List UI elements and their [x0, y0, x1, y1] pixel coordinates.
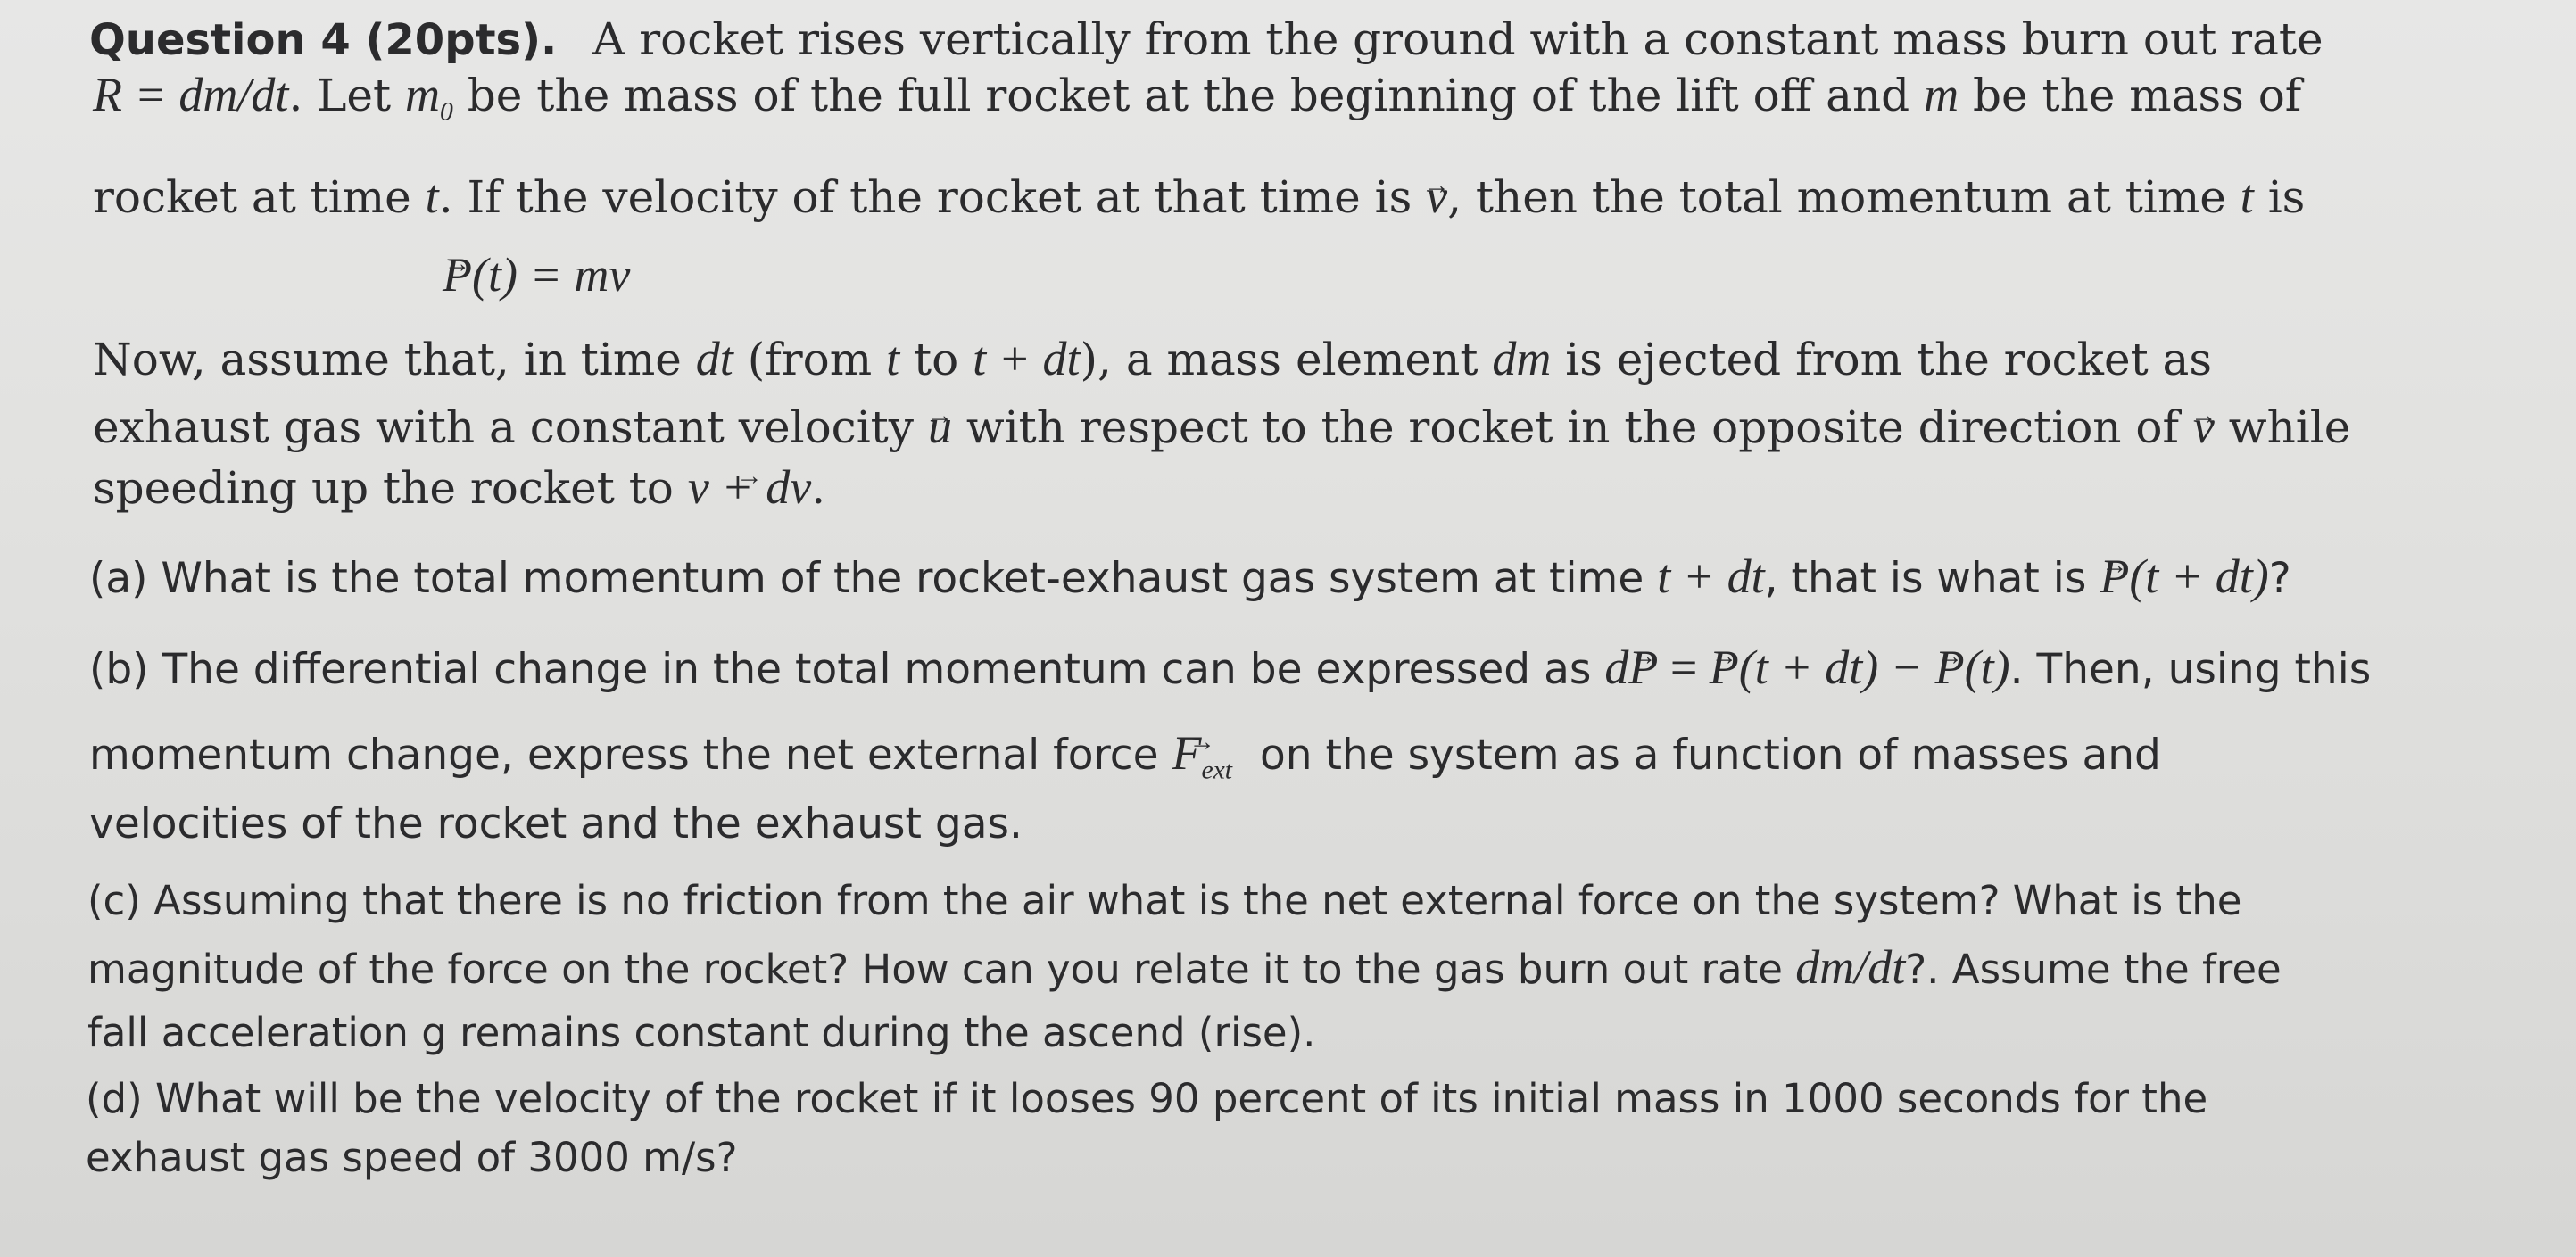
part-b-P1-arg: (t + dt) − [1738, 641, 1935, 694]
momentum-vector: → P [443, 246, 472, 303]
part-c-line-3 [87, 1005, 1315, 1062]
part-a-time: t + dt [1657, 550, 1765, 603]
assumption-text-2b: with respect to the rocket in the opposite direction of [965, 401, 2179, 453]
assumption-text-3a: speeding up the rocket to [93, 462, 674, 514]
part-c-rate: dm/dt [1795, 940, 1906, 994]
external-force-subscript: ext [1201, 756, 1233, 785]
intro-text-3a: rocket at time [93, 171, 411, 223]
part-c-line1: (c) Assuming that there is no friction from the air what is the net external force on the system? What is the [87, 877, 2242, 924]
assumption-text-1e: is ejected from the rocket as [1565, 334, 2213, 385]
part-b-line-1 [89, 639, 2371, 699]
part-a [89, 548, 2291, 608]
part-c-line-2 [87, 939, 2282, 998]
part-d-line1: (d) What will be the velocity of the rocket if it looses 90 percent of its initial mass in 1000 seconds for the [86, 1075, 2208, 1122]
intro-text-2a: . Let [288, 70, 392, 121]
part-b-line-3 [89, 796, 1023, 853]
velocity-vector-2: → v [2193, 398, 2215, 455]
part-b-line2a: momentum change, express the net external force [89, 731, 1159, 780]
dt-symbol: dt [695, 332, 733, 385]
m0-base: m [405, 68, 441, 121]
time-symbol: t [425, 170, 439, 223]
initial-mass-symbol [405, 68, 453, 127]
part-b-line2b: on the system as a function of masses and [1260, 731, 2161, 780]
intro-text-3b: . If the velocity of the rocket at that time is [438, 171, 1412, 223]
part-b-P1: → P [1710, 639, 1739, 696]
momentum-equation [443, 246, 630, 304]
question-heading: Question 4 (20pts). [89, 15, 558, 65]
part-a-momentum-P: → P [2100, 548, 2129, 605]
part-a-text: (a) What is the total momentum of the rocket-exhaust gas system at time [89, 554, 1644, 603]
assumption-text-2c: while [2228, 401, 2351, 453]
t-symbol-3: t [886, 332, 900, 385]
part-d-line2: exhaust gas speed of 3000 m/s? [86, 1134, 738, 1181]
momentum-equation-rhs: (t) = mv [472, 248, 631, 302]
assumption-text-3b: . [811, 462, 826, 514]
intro-text-2c: be the mass of [1973, 70, 2302, 121]
part-b-dP: → P [1628, 639, 1658, 696]
assumption-line-1 [93, 330, 2212, 388]
question-intro-line-3 [93, 168, 2305, 226]
dm-symbol: dm [1492, 332, 1552, 385]
t-plus-dt: t + dt [973, 332, 1081, 385]
part-a-momentum-arg: (t + dt) [2129, 550, 2269, 603]
assumption-text-1c: to [913, 334, 959, 385]
question-intro-line-1 [89, 11, 2323, 69]
part-b-equals: = [1658, 641, 1710, 694]
part-b-P2: → P [1935, 639, 1965, 696]
assumption-line-2 [93, 398, 2350, 456]
intro-text-3d: is [2267, 171, 2306, 223]
part-c-line2b: ?. Assume the free [1905, 946, 2282, 993]
part-b-after: . Then, using this [2009, 645, 2372, 694]
part-b-text: (b) The differential change in the total momentum can be expressed as [89, 645, 1592, 694]
part-c-line2a: magnitude of the force on the rocket? How can you relate it to the gas burn out rate [87, 946, 1783, 993]
part-d-line-2 [86, 1129, 738, 1187]
part-b-line-2 [89, 724, 2161, 798]
part-c-line-1 [87, 872, 2241, 930]
intro-text-3c: , then the total momentum at time [1447, 171, 2226, 223]
part-c-line3: fall acceleration g remains constant during the ascend (rise). [87, 1009, 1316, 1056]
intro-text-1: A rocket rises vertically from the ground with a constant mass burn out rate [592, 13, 2323, 65]
external-force-F: F [1172, 726, 1202, 780]
exhaust-velocity-vector: → u [928, 398, 952, 455]
intro-text-2b: be the mass of the full rocket at the beginning of the lift off and [467, 70, 1910, 121]
assumption-text-1b: (from [747, 334, 873, 385]
rate-definition: R = dm/dt [93, 68, 289, 121]
assumption-text-2a: exhaust gas with a constant velocity [93, 401, 915, 453]
part-d-line-1 [86, 1071, 2207, 1128]
time-symbol-2: t [2240, 170, 2254, 223]
assumption-text-1d: ), a mass element [1080, 334, 1479, 385]
part-b-line3: velocities of the rocket and the exhaust gas. [89, 799, 1023, 848]
m0-subscript: 0 [440, 97, 453, 127]
velocity-vector: → v [1426, 168, 1447, 225]
question-intro-line-2 [93, 66, 2301, 140]
v-plus-dv: → v + dv [688, 459, 811, 516]
part-a-mid: , that is what is [1764, 554, 2087, 603]
external-force-vector [1172, 724, 1232, 798]
mass-symbol: m [1924, 68, 1959, 121]
part-b-d: d [1604, 641, 1629, 694]
part-b-P2-arg: (t) [1964, 641, 2010, 694]
assumption-text-1a: Now, assume that, in time [93, 334, 682, 385]
assumption-line-3 [93, 459, 825, 517]
part-a-end: ? [2268, 554, 2291, 603]
